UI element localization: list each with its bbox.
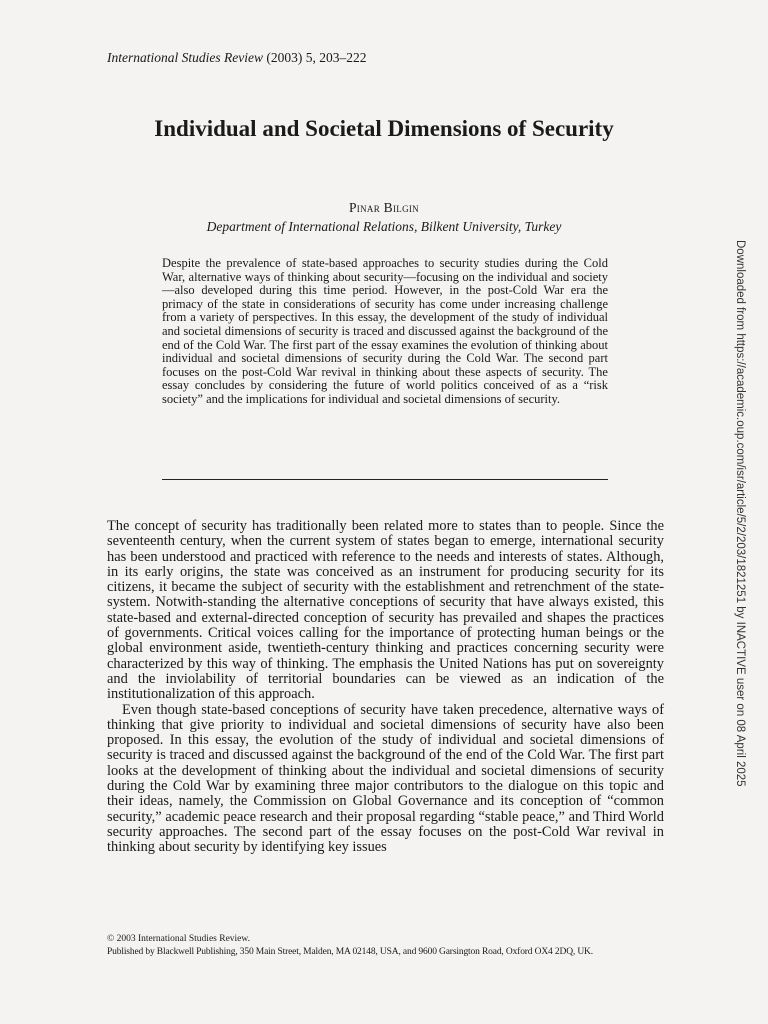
journal-name: International Studies Review (107, 50, 263, 65)
abstract-divider (162, 479, 608, 480)
body-paragraph-2: Even though state-based conceptions of security have taken precedence, alternative ways of thinking that give priority to individual and societal dimensions of security have also been proposed. In this essay, the evolution of the study of individual and societal dimensions of security is traced and discussed against the background of the end of the Cold War. The first part looks at the development of thinking about the individual and societal dimensions of security during the Cold War by examining three major contributors to the dialogue on this topic and their ideas, namely, the Commission on Global Governance and its conception of “common security,” academic peace research and their proposal regarding “stable peace,” and Third World security approaches. The second part of the essay focuses on the post-Cold War revival in thinking about security by identifying key issues (107, 701, 664, 856)
abstract: Despite the prevalence of state-based approaches to security studies during the Cold War, alternative ways of thinking about security—focusing on the individual and society—also developed during this time period. However, in the post-Cold War era the primacy of the state in considerations of security has come under increasing challenge from a variety of perspectives. In this essay, the development of the study of individual and societal dimensions of security is traced and discussed against the background of the end of the Cold War. The first part of the essay examines the evolution of thinking about individual and societal dimensions of security during the Cold War. The second part focuses on the post-Cold War revival in thinking about these aspects of security. The essay concludes by considering the future of world politics conceived of as a “risk society” and the implications for individual and societal dimensions of security. (162, 256, 608, 406)
body-paragraph-1: The concept of security has traditionally been related more to states than to people. Since the seventeenth century, when the current system of states began to emerge, international security has been understood and practiced with reference to the needs and interests of states. Although, in its early origins, the state was conceived as an instrument for producing security for its citizens, it became the subject of security with the establishment and retrenchment of the state-system. Notwith-standing the alternative conceptions of security that have always existed, this state-based and external-directed conception of security has prevailed and shapes the practices of governments. Critical voices calling for the importance of protecting human beings or the global environment aside, twentieth-century thinking and practices concerning security were characterized by this way of thinking. The emphasis the United Nations has put on sovereignty and the inviolability of territorial boundaries can be viewed as an indication of the institutionalization of this approach. (107, 518, 664, 703)
publisher-info: Published by Blackwell Publishing, 350 Main Street, Malden, MA 02148, USA, and 9600 Garsington Road, Oxford OX4 2DQ, UK. (107, 947, 593, 957)
article-title: Individual and Societal Dimensions of Security (154, 116, 614, 141)
download-watermark: Downloaded from https://academic.oup.com/isr/article/5/2/203/1821251 by INACTIVE user on 08 April 2025 (734, 240, 746, 787)
article-body (107, 519, 664, 856)
journal-citation (107, 50, 366, 66)
author-name: Pinar Bilgin (349, 200, 419, 215)
copyright-notice: © 2003 International Studies Review. (107, 934, 251, 944)
author-affiliation: Department of International Relations, Bilkent University, Turkey (206, 219, 562, 234)
citation-details: (2003) 5, 203–222 (266, 50, 367, 65)
